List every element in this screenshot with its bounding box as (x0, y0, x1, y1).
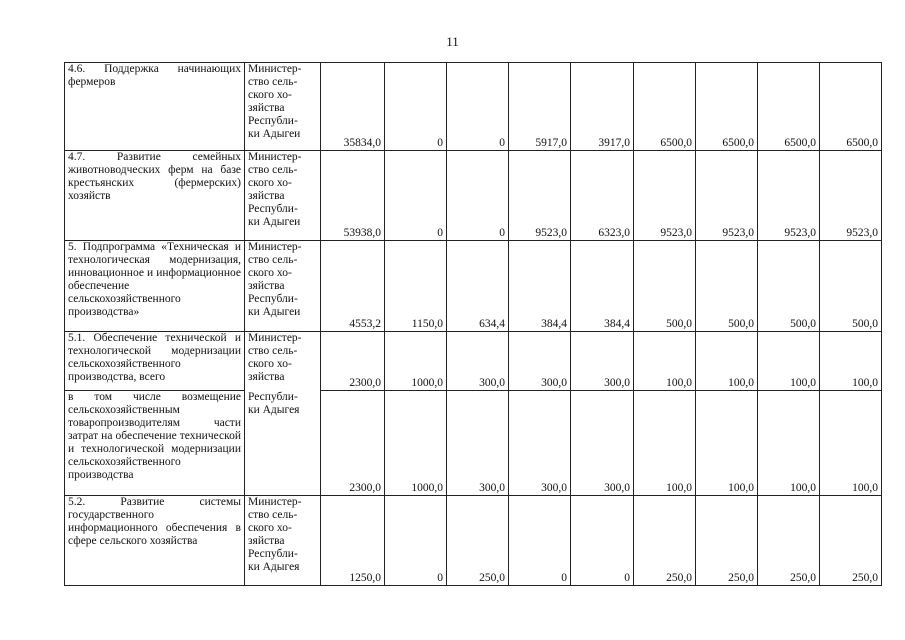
value-cell: 384,4 (509, 241, 571, 332)
table-row (65, 63, 882, 151)
value-cell: 9523,0 (696, 151, 758, 241)
measure-cell: 5.2. Развитие системы государственного информационного обеспечения в сфере сельского хозяйства (65, 496, 245, 586)
value-cell: 6500,0 (634, 63, 696, 151)
value-cell: 9523,0 (634, 151, 696, 241)
value-cell: 0 (447, 63, 509, 151)
table-row (65, 391, 882, 496)
value-cell: 0 (385, 496, 447, 586)
table-row (65, 332, 882, 391)
value-cell: 100,0 (820, 332, 882, 391)
table-row (65, 496, 882, 586)
value-cell: 2300,0 (321, 332, 385, 391)
table-row (65, 151, 882, 241)
value-cell: 0 (571, 496, 634, 586)
value-cell: 100,0 (758, 332, 820, 391)
value-cell: 300,0 (447, 391, 509, 496)
value-cell: 100,0 (696, 391, 758, 496)
value-cell: 1000,0 (385, 332, 447, 391)
value-cell: 500,0 (696, 241, 758, 332)
value-cell: 0 (385, 63, 447, 151)
value-cell: 100,0 (820, 391, 882, 496)
executor-cell: Министер- ство сель- ского хо- зяйства Республи- ки Адыгеи (245, 151, 321, 241)
value-cell: 100,0 (696, 332, 758, 391)
value-cell: 6500,0 (758, 63, 820, 151)
measure-cell: в том числе возмещение сельскохозяйственным товаропроизводителям части затрат на обеспечение технической и технологической модернизации сельскохозяйственного производства (65, 391, 245, 496)
value-cell: 250,0 (634, 496, 696, 586)
value-cell: 500,0 (758, 241, 820, 332)
executor-cell: Министер- ство сель- ского хо- зяйства Республи- ки Адыгея (245, 496, 321, 586)
measure-cell: 5. Подпрограмма «Техническая и технологическая модернизация, инновационное и информационное обеспечение сельскохозяйственного производства» (65, 241, 245, 332)
value-cell: 53938,0 (321, 151, 385, 241)
value-cell: 300,0 (509, 332, 571, 391)
measure-cell: 4.6. Поддержка начинающих фермеров (65, 63, 245, 151)
value-cell: 0 (447, 151, 509, 241)
value-cell: 500,0 (634, 241, 696, 332)
value-cell: 250,0 (820, 496, 882, 586)
value-cell: 100,0 (758, 391, 820, 496)
value-cell: 100,0 (634, 332, 696, 391)
value-cell: 634,4 (447, 241, 509, 332)
value-cell: 6323,0 (571, 151, 634, 241)
value-cell: 9523,0 (820, 151, 882, 241)
value-cell: 9523,0 (509, 151, 571, 241)
value-cell: 300,0 (571, 391, 634, 496)
value-cell: 2300,0 (321, 391, 385, 496)
value-cell: 6500,0 (696, 63, 758, 151)
value-cell: 1000,0 (385, 391, 447, 496)
value-cell: 1150,0 (385, 241, 447, 332)
value-cell: 384,4 (571, 241, 634, 332)
value-cell: 250,0 (447, 496, 509, 586)
value-cell: 3917,0 (571, 63, 634, 151)
value-cell: 6500,0 (820, 63, 882, 151)
value-cell: 300,0 (447, 332, 509, 391)
executor-cell: Министер- ство сель- ского хо- зяйства Республи- ки Адыгеи (245, 63, 321, 151)
page-number: 11 (446, 34, 459, 49)
value-cell: 0 (385, 151, 447, 241)
value-cell: 4553,2 (321, 241, 385, 332)
value-cell: 5917,0 (509, 63, 571, 151)
value-cell: 100,0 (634, 391, 696, 496)
measure-cell: 5.1. Обеспечение технической и технологической модернизации сельскохозяйственного производства, всего (65, 332, 245, 391)
value-cell: 9523,0 (758, 151, 820, 241)
value-cell: 250,0 (758, 496, 820, 586)
value-cell: 0 (509, 496, 571, 586)
value-cell: 500,0 (820, 241, 882, 332)
value-cell: 300,0 (509, 391, 571, 496)
value-cell: 1250,0 (321, 496, 385, 586)
measure-cell: 4.7. Развитие семейных животноводческих ферм на базе крестьянских (фермерских) хозяйств (65, 151, 245, 241)
value-cell: 300,0 (571, 332, 634, 391)
executor-cell: Министер- ство сель- ского хо- зяйства Республи- ки Адыгеи (245, 241, 321, 332)
value-cell: 250,0 (696, 496, 758, 586)
program-budget-table (64, 62, 882, 586)
executor-cell: Министер- ство сель- ского хо- зяйства (245, 332, 321, 391)
executor-cell: Республи- ки Адыгея (245, 391, 321, 496)
value-cell: 35834,0 (321, 63, 385, 151)
table-row (65, 241, 882, 332)
